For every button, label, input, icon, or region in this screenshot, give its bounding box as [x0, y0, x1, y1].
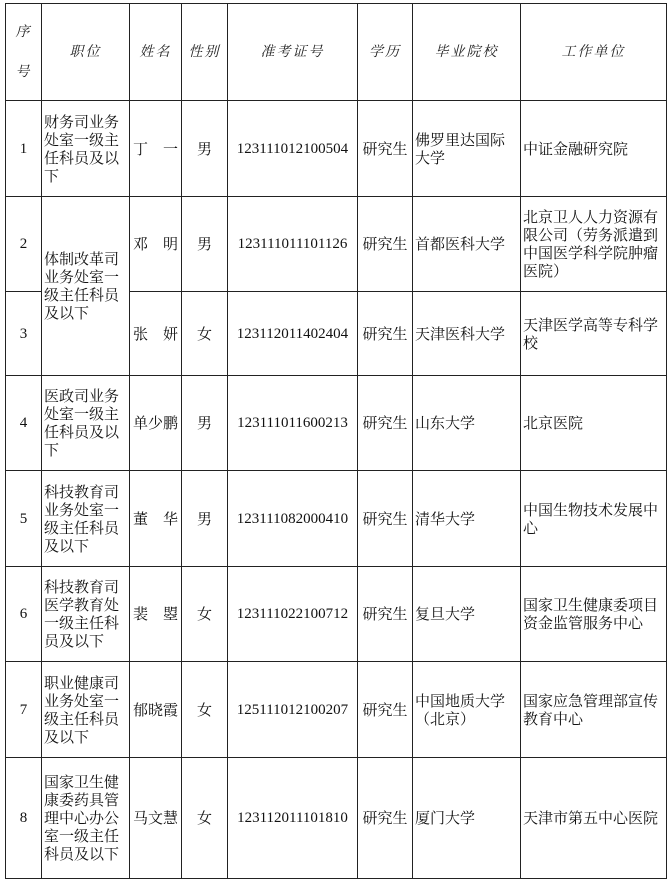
table-row: [6, 567, 667, 662]
row-ticket: 125111012100207: [228, 662, 358, 758]
row-school: 厦门大学: [413, 758, 521, 879]
row-unit: 国家应急管理部宣传教育中心: [521, 662, 667, 758]
row-seq: 4: [6, 376, 42, 471]
row-education: 研究生: [358, 292, 413, 376]
row-seq: 7: [6, 662, 42, 758]
row-seq: 8: [6, 758, 42, 879]
row-name: 单少鹏: [130, 376, 182, 471]
row-school: 天津医科大学: [413, 292, 521, 376]
header-row: [6, 4, 667, 101]
header-education: 学历: [358, 4, 413, 101]
row-name: 邓 明: [130, 197, 182, 292]
table-row: [6, 197, 667, 292]
header-name: 姓名: [130, 4, 182, 101]
row-unit: 中国生物技术发展中心: [521, 471, 667, 567]
row-name: 马文慧: [130, 758, 182, 879]
row-gender: 女: [182, 758, 228, 879]
row-position: 国家卫生健康委药具管理中心办公室一级主任科员及以下: [42, 758, 130, 879]
row-school: 中国地质大学（北京）: [413, 662, 521, 758]
row-position: 财务司业务处室一级主任科员及以下: [42, 101, 130, 197]
table-row: [6, 662, 667, 758]
row-unit: 国家卫生健康委项目资金监管服务中心: [521, 567, 667, 662]
row-ticket: 123112011402404: [228, 292, 358, 376]
row-name: 丁 一: [130, 101, 182, 197]
row-name: 裴 曌: [130, 567, 182, 662]
table-row: [6, 376, 667, 471]
header-school: 毕业院校: [413, 4, 521, 101]
header-unit: 工作单位: [521, 4, 667, 101]
table-row: [6, 101, 667, 197]
row-gender: 男: [182, 376, 228, 471]
row-school: 清华大学: [413, 471, 521, 567]
row-position: 体制改革司业务处室一级主任科员及以下: [42, 197, 130, 376]
row-unit: 中证金融研究院: [521, 101, 667, 197]
row-ticket: 123112011101810: [228, 758, 358, 879]
row-school: 佛罗里达国际大学: [413, 101, 521, 197]
row-education: 研究生: [358, 471, 413, 567]
row-gender: 男: [182, 101, 228, 197]
row-position: 职业健康司业务处室一级主任科员及以下: [42, 662, 130, 758]
row-gender: 女: [182, 662, 228, 758]
row-seq: 5: [6, 471, 42, 567]
row-education: 研究生: [358, 101, 413, 197]
row-education: 研究生: [358, 662, 413, 758]
row-seq: 1: [6, 101, 42, 197]
row-unit: 北京医院: [521, 376, 667, 471]
row-education: 研究生: [358, 376, 413, 471]
row-position: 科技教育司医学教育处一级主任科员及以下: [42, 567, 130, 662]
row-school: 首都医科大学: [413, 197, 521, 292]
header-position: 职位: [42, 4, 130, 101]
table-row: [6, 758, 667, 879]
row-unit: 北京卫人人力资源有限公司（劳务派遣到中国医学科学院肿瘤医院）: [521, 197, 667, 292]
row-seq: 6: [6, 567, 42, 662]
row-gender: 男: [182, 471, 228, 567]
row-gender: 女: [182, 292, 228, 376]
row-education: 研究生: [358, 197, 413, 292]
row-education: 研究生: [358, 758, 413, 879]
row-position: 医政司业务处室一级主任科员及以下: [42, 376, 130, 471]
row-ticket: 123111012100504: [228, 101, 358, 197]
row-seq: 2: [6, 197, 42, 292]
row-education: 研究生: [358, 567, 413, 662]
row-school: 山东大学: [413, 376, 521, 471]
header-seq: 序 号: [6, 4, 42, 101]
row-school: 复旦大学: [413, 567, 521, 662]
header-ticket: 准考证号: [228, 4, 358, 101]
row-name: 郁晓霞: [130, 662, 182, 758]
row-name: 张 妍: [130, 292, 182, 376]
row-position: 科技教育司业务处室一级主任科员及以下: [42, 471, 130, 567]
row-ticket: 123111022100712: [228, 567, 358, 662]
row-unit: 天津医学高等专科学校: [521, 292, 667, 376]
row-name: 董 华: [130, 471, 182, 567]
row-ticket: 123111011101126: [228, 197, 358, 292]
results-table: [5, 3, 667, 879]
header-gender: 性别: [182, 4, 228, 101]
row-gender: 女: [182, 567, 228, 662]
row-unit: 天津市第五中心医院: [521, 758, 667, 879]
row-seq: 3: [6, 292, 42, 376]
row-ticket: 123111011600213: [228, 376, 358, 471]
table-row: [6, 471, 667, 567]
row-ticket: 123111082000410: [228, 471, 358, 567]
row-gender: 男: [182, 197, 228, 292]
